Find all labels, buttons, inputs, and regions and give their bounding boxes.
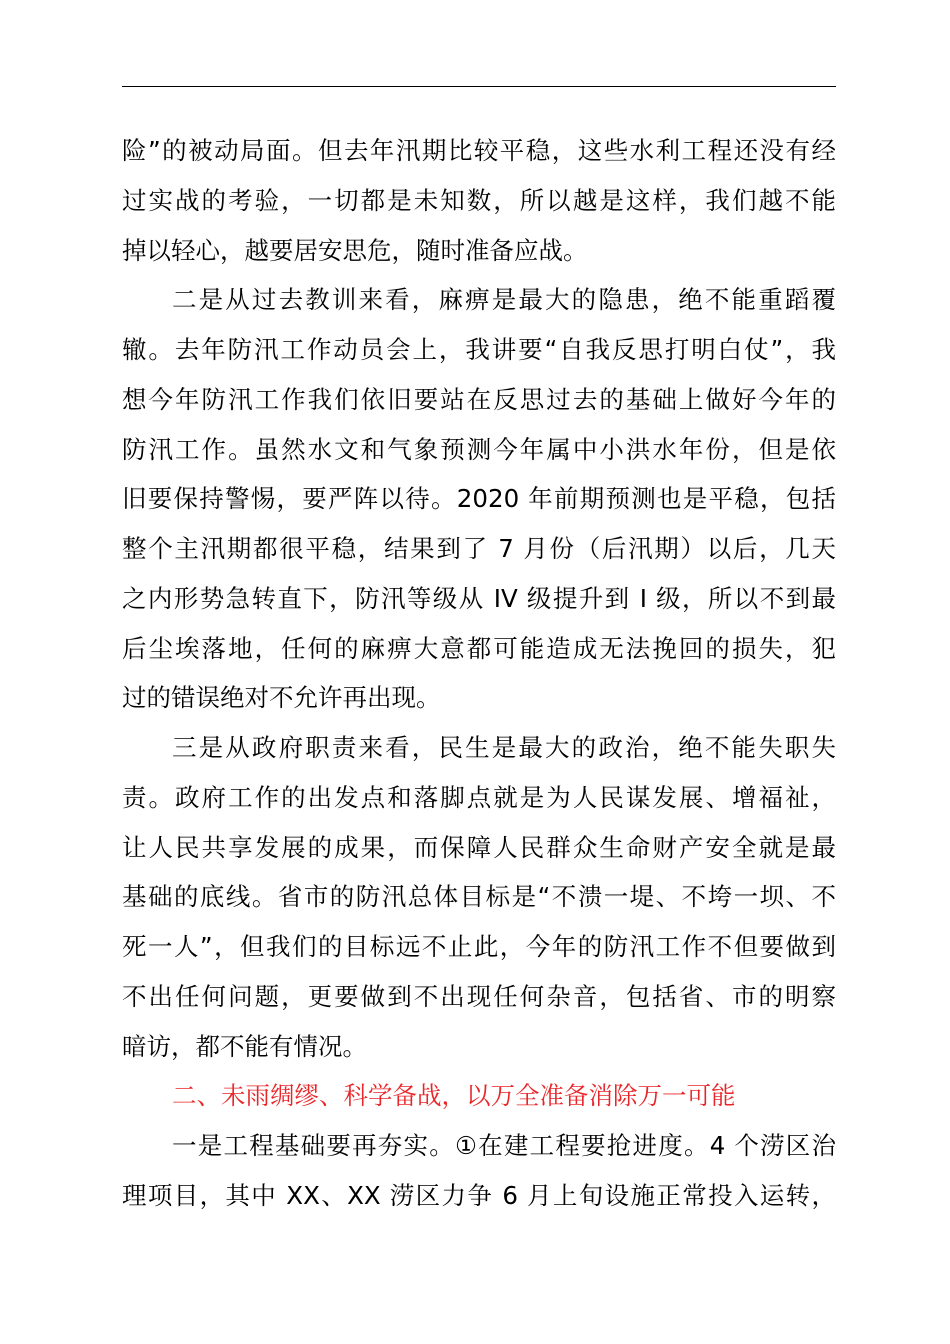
- text-line: 理项目，其中 XX、XX 涝区力争 6 月上旬设施正常投入运转，: [122, 1180, 836, 1210]
- text-line: 暗访，都不能有情况。: [122, 1031, 367, 1061]
- paragraph-first-line: 三是从政府职责来看，民生是最大的政治，绝不能失职失: [172, 733, 836, 762]
- text-line: 死一人”，但我们的目标远不止此，今年的防汛工作不但要做到: [122, 932, 836, 961]
- text-line: 不出任何问题，更要做到不出现任何杂音，包括省、市的明察: [122, 981, 836, 1011]
- paragraph-first-line: 一是工程基础要再夯实。①在建工程要抢进度。4 个涝区治: [172, 1131, 836, 1160]
- text-line: 之内形势急转直下，防汛等级从 IV 级提升到 I 级，所以不到最: [122, 583, 836, 613]
- text-line: 过的错误绝对不允许再出现。: [122, 683, 441, 713]
- section-heading: 二、未雨绸缪、科学备战，以万全准备消除万一可能: [172, 1081, 736, 1111]
- paragraph-first-line: 二是从过去教训来看，麻痹是最大的隐患，绝不能重蹈覆: [172, 285, 836, 315]
- text-line: 辙。去年防汛工作动员会上，我讲要“自我反思打明白仗”，我: [122, 335, 836, 364]
- text-line: 让人民共享发展的成果，而保障人民群众生命财产安全就是最: [122, 832, 836, 862]
- text-line: 基础的底线。省市的防汛总体目标是“不溃一堤、不垮一坝、不: [122, 882, 836, 912]
- text-line: 想今年防汛工作我们依旧要站在反思过去的基础上做好今年的: [122, 384, 836, 414]
- text-line: 防汛工作。虽然水文和气象预测今年属中小洪水年份，但是依: [122, 434, 836, 464]
- text-line: 过实战的考验，一切都是未知数，所以越是这样，我们越不能: [122, 185, 836, 215]
- text-line: 旧要保持警惕，要严阵以待。2020 年前期预测也是平稳，包括: [122, 484, 836, 514]
- text-line: 掉以轻心，越要居安思危，随时准备应战。: [122, 235, 588, 265]
- text-line: 后尘埃落地，任何的麻痹大意都可能造成无法挽回的损失，犯: [122, 633, 836, 663]
- text-line: 责。政府工作的出发点和落脚点就是为人民谋发展、增福祉，: [122, 782, 836, 812]
- text-line: 整个主汛期都很平稳，结果到了 7 月份（后汛期）以后，几天: [122, 534, 836, 563]
- document-body: [122, 126, 836, 1221]
- header-rule: [122, 86, 836, 87]
- text-line: 险”的被动局面。但去年汛期比较平稳，这些水利工程还没有经: [122, 136, 836, 165]
